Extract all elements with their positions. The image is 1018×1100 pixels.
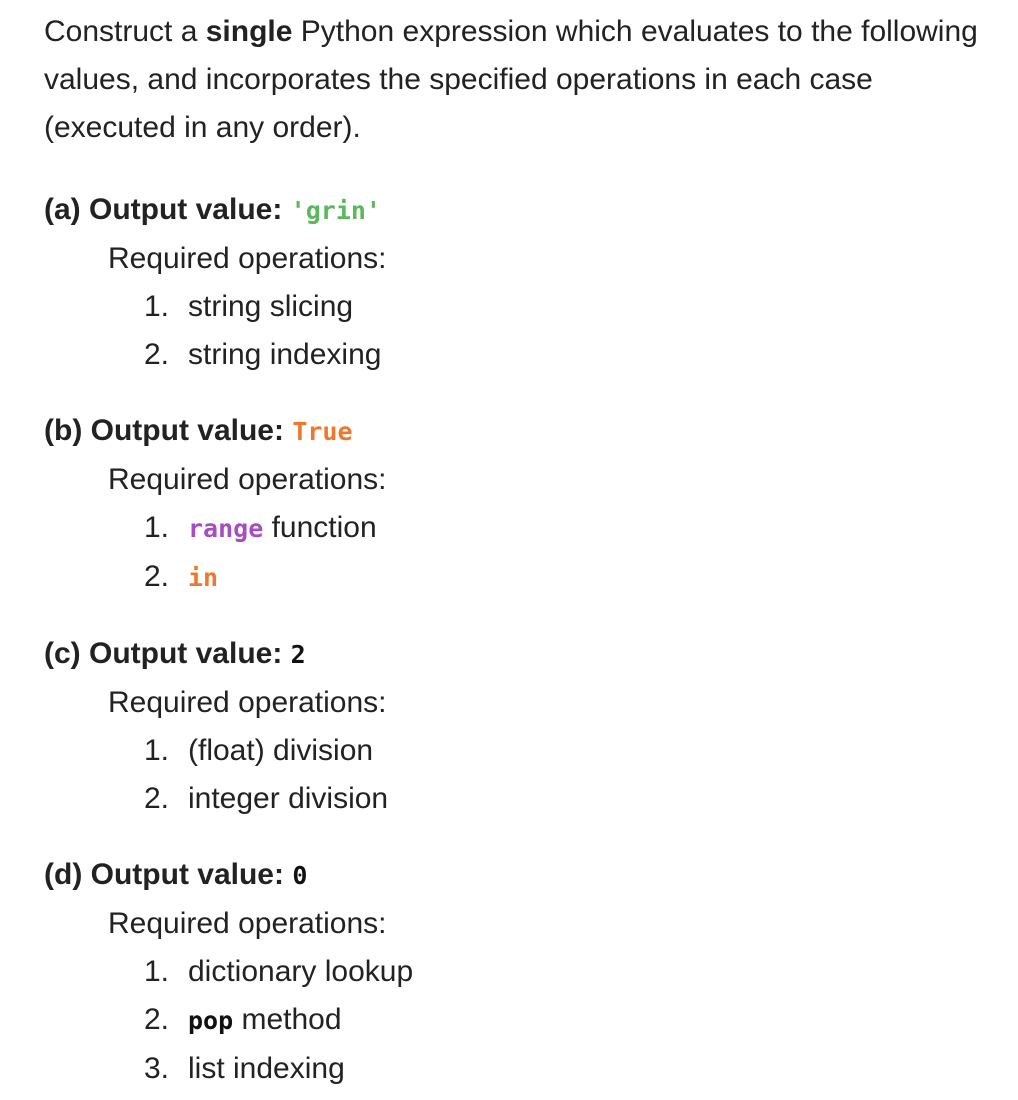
operations-list: [44, 948, 1018, 1093]
operation-item: [144, 553, 1018, 602]
operation-item: [144, 331, 1018, 379]
operation-item: [144, 283, 1018, 331]
operation-item: [144, 504, 1018, 553]
item-number: 1.: [144, 734, 170, 767]
operation-code: pop: [188, 1006, 234, 1035]
operation-text: function: [263, 511, 377, 544]
operation-text: dictionary lookup: [188, 955, 414, 988]
required-operations-label: Required operations:: [108, 907, 387, 940]
intro-text-end: Python expression which evaluates to the following values, and incorporates the specified operations in each case (executed in any order).: [44, 15, 978, 144]
item-number: 1.: [144, 290, 170, 323]
intro-text-start: Construct a: [44, 15, 206, 48]
operation-text: integer division: [188, 782, 389, 815]
operation-code: range: [188, 514, 264, 543]
operation-item: [144, 1045, 1018, 1093]
operation-item: [144, 727, 1018, 775]
operation-text: (float) division: [188, 734, 374, 767]
output-value: 0: [292, 861, 308, 890]
problem-label: (b) Output value:: [44, 414, 293, 447]
problem-label: (a) Output value:: [44, 193, 291, 226]
operation-item: [144, 948, 1018, 996]
required-operations-label: Required operations:: [108, 686, 387, 719]
problem-c: [44, 630, 1018, 823]
required-operations-label: Required operations:: [108, 463, 387, 496]
item-number: 1.: [144, 955, 170, 988]
operation-item: [144, 996, 1018, 1045]
problem-label: (d) Output value:: [44, 858, 293, 891]
operations-list: [44, 504, 1018, 602]
problem-d: [44, 851, 1018, 1093]
output-value: True: [292, 417, 353, 446]
operation-code: in: [188, 563, 219, 592]
operation-text: method: [233, 1003, 342, 1036]
problem-label: (c) Output value:: [44, 637, 291, 670]
required-operations-label: Required operations:: [108, 242, 387, 275]
problem-heading: [44, 186, 1018, 235]
operations-list: [44, 283, 1018, 379]
item-number: 2.: [144, 560, 170, 593]
problem-heading: [44, 407, 1018, 456]
problem-a: [44, 186, 1018, 379]
item-number: 2.: [144, 338, 170, 371]
operation-text: list indexing: [188, 1052, 345, 1085]
problem-b: [44, 407, 1018, 602]
operation-item: [144, 775, 1018, 823]
problem-heading: [44, 630, 1018, 679]
operation-text: string indexing: [188, 338, 382, 371]
problem-heading: [44, 851, 1018, 900]
item-number: 2.: [144, 782, 170, 815]
intro-emphasis: single: [205, 15, 293, 48]
output-value: 2: [290, 640, 306, 669]
intro-paragraph: [44, 8, 1004, 152]
item-number: 3.: [144, 1052, 170, 1085]
operation-text: string slicing: [188, 290, 354, 323]
item-number: 2.: [144, 1003, 170, 1036]
item-number: 1.: [144, 511, 170, 544]
output-value: 'grin': [290, 196, 381, 225]
operations-list: [44, 727, 1018, 823]
